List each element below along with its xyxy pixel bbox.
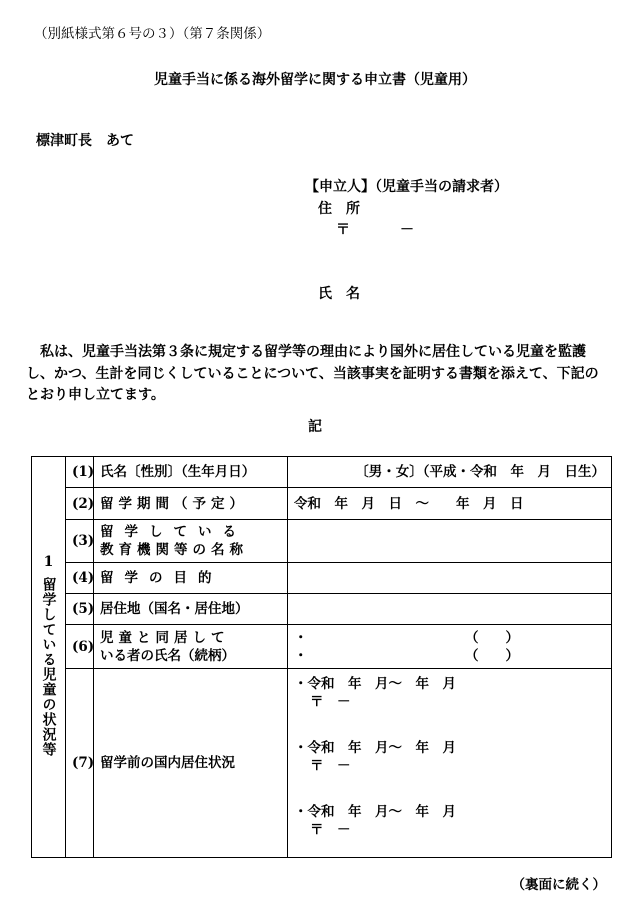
document-title: 児童手当に係る海外留学に関する申立書（児童用） (154, 72, 476, 88)
form-reference: （別紙様式第６号の３）（第７条関係） (34, 26, 271, 42)
bullet: ・ (294, 647, 308, 664)
residence-postal: 〒 － (310, 758, 351, 774)
cohabitant-line (294, 647, 605, 665)
row-number: (4) (66, 563, 94, 594)
study-purpose-field[interactable] (288, 563, 612, 594)
address-label: 住 所 (318, 201, 360, 217)
addressee: 標津町長 あて (36, 133, 134, 149)
name-gender-dob-field[interactable]: 〔男・女〕（平成・令和 年 月 日生） (288, 457, 612, 488)
residence-field[interactable] (288, 594, 612, 625)
row-number: (6) (66, 625, 94, 669)
table-row (32, 520, 612, 563)
row-label-residence: 居住地（国名・居住地） (94, 594, 288, 625)
label-line: 留学している (100, 524, 247, 540)
row-label-purpose: 留学の目的 (94, 563, 288, 594)
row-number: (5) (66, 594, 94, 625)
institution-name-field[interactable] (288, 520, 612, 563)
postal-dash: － (400, 222, 414, 238)
row-label-name: 氏名〔性別〕（生年月日） (94, 457, 288, 488)
declaration-text: 私は、児童手当法第３条に規定する留学等の理由により国外に居住している児童を監護し、かつ、生計を同じくしていることについて、当該事実を証明する書類を添えて、下記のとおり申し立てます。 (26, 344, 599, 403)
label-line: いる者の氏名（続柄） (100, 647, 235, 664)
table-row (32, 488, 612, 520)
bullet: ・ (294, 629, 308, 646)
postal-mark: 〒 (336, 222, 350, 238)
ki-heading: 記 (308, 419, 322, 435)
row-number: (2) (66, 488, 94, 520)
residence-entry (294, 675, 605, 711)
row-number: (3) (66, 520, 94, 563)
table-row (32, 625, 612, 669)
row-label-prior-residence: 留学前の国内居住状況 (94, 669, 288, 858)
residence-period: ・令和 年 月～ 年 月 (294, 804, 456, 820)
label-line: 教育機関等の名称 (100, 542, 248, 558)
residence-period: ・令和 年 月～ 年 月 (294, 740, 456, 756)
row-label-cohabitant (94, 625, 288, 669)
residence-postal: 〒 － (310, 694, 351, 710)
cohabitant-line (294, 629, 605, 647)
section-title: 留学している児童の状況等 (40, 576, 57, 757)
relationship-paren: （ ） (465, 629, 519, 646)
residence-period: ・令和 年 月～ 年 月 (294, 676, 456, 692)
prior-residence-field[interactable] (288, 669, 612, 858)
table-row (32, 669, 612, 858)
row-label-institution (94, 520, 288, 563)
name-label: 氏 名 (318, 286, 360, 302)
continued-note: （裏面に続く） (511, 877, 606, 893)
row-number: (1) (66, 457, 94, 488)
applicant-heading: 【申立人】（児童手当の請求者） (305, 179, 508, 195)
table-row (32, 594, 612, 625)
section-side-label (32, 457, 66, 858)
row-number: (7) (66, 669, 94, 858)
child-status-table (31, 456, 612, 858)
residence-entry (294, 739, 605, 775)
residence-postal: 〒 － (310, 822, 351, 838)
residence-entry (294, 803, 605, 839)
relationship-paren: （ ） (465, 647, 519, 664)
table-row (32, 457, 612, 488)
study-period-field[interactable]: 令和 年 月 日 ～ 年 月 日 (288, 488, 612, 520)
label-line: 児童と同居して (100, 629, 230, 646)
section-number: 1 (43, 553, 54, 570)
cohabitant-field[interactable] (288, 625, 612, 669)
table-row (32, 563, 612, 594)
row-label-period: 留学期間（予定） (94, 488, 288, 520)
